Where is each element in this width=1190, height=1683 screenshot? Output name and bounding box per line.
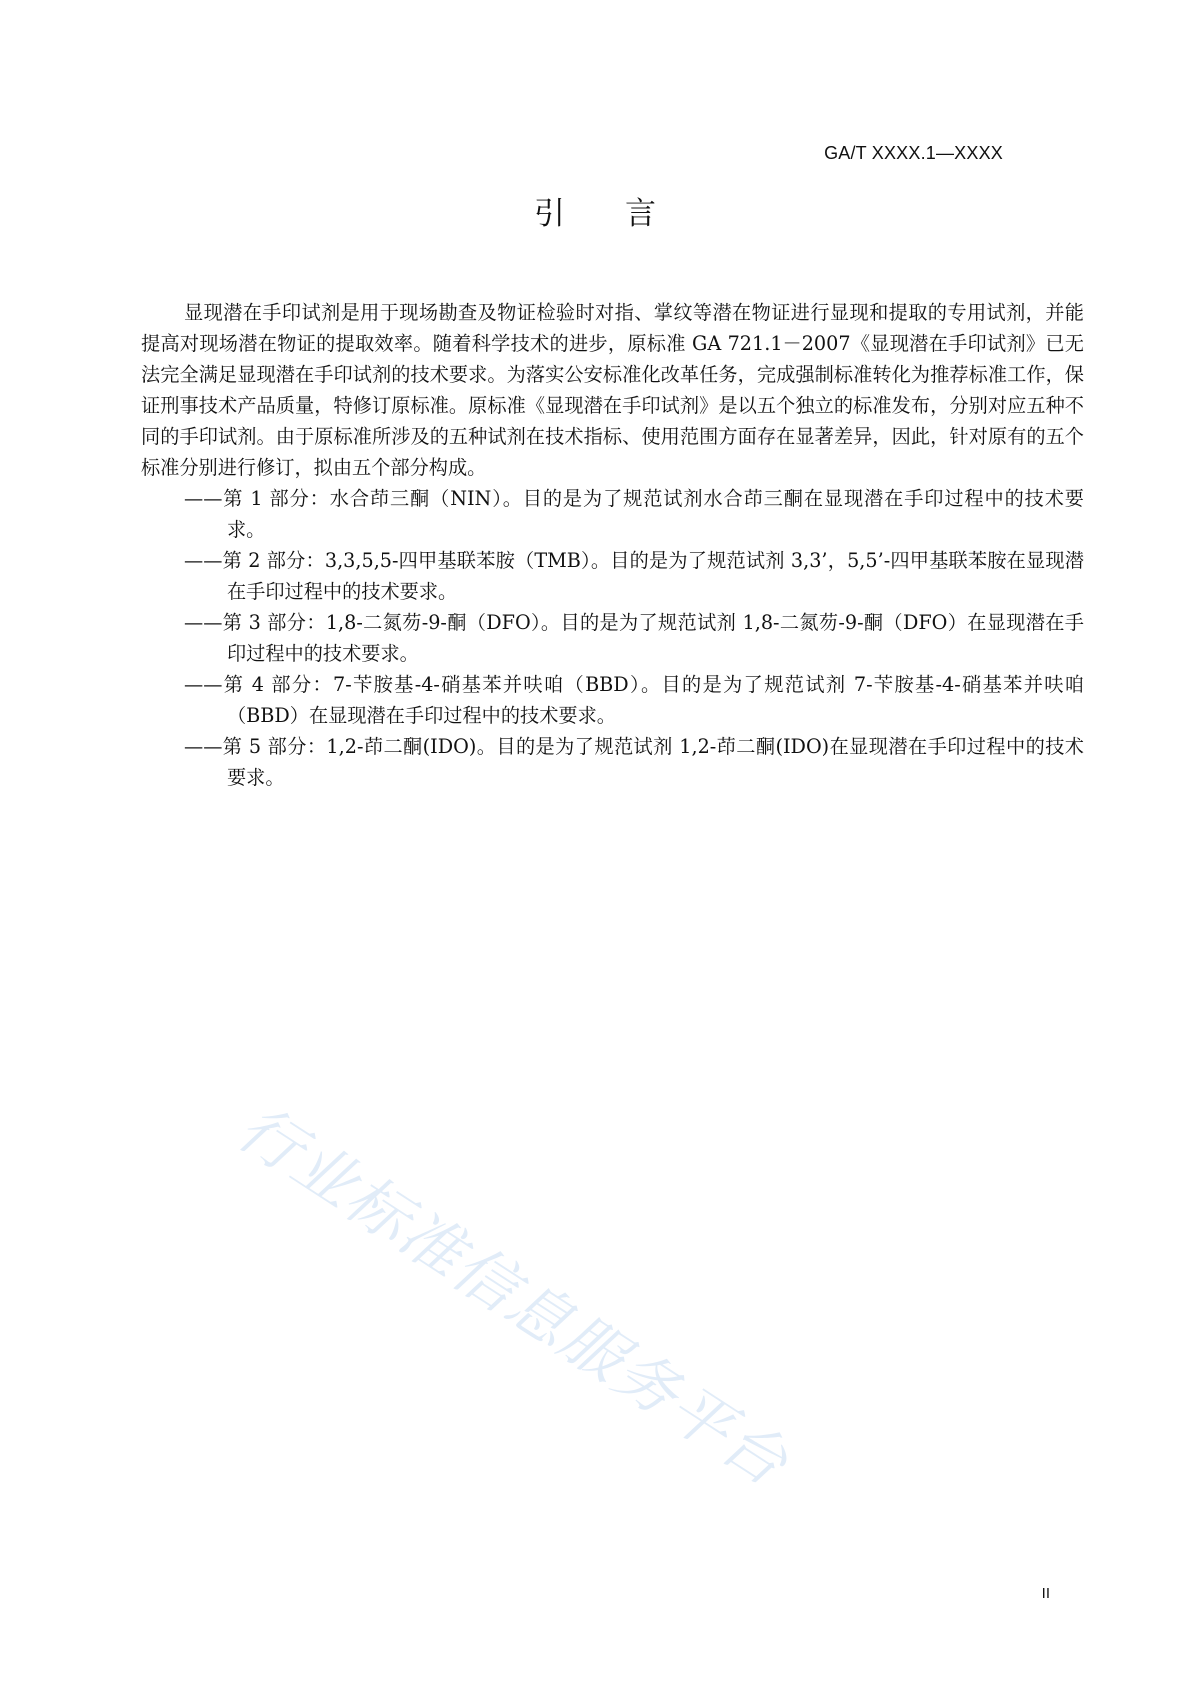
part-item-3: ——第 3 部分：1,8-二氮芴-9-酮（DFO）。目的是为了规范试剂 1,8-二氮芴-9-酮（DFO）在显现潜在手印过程中的技术要求。: [184, 611, 1084, 665]
standard-number-header: GA/T XXXX.1—XXXX: [824, 143, 1003, 163]
page-title: 引言: [534, 196, 716, 232]
introduction-body: [141, 297, 1084, 793]
page-number: II: [1041, 1585, 1050, 1602]
part-item-5: ——第 5 部分：1,2-茚二酮(IDO)。目的是为了规范试剂 1,2-茚二酮(IDO)在显现潜在手印过程中的技术要求。: [184, 735, 1084, 789]
watermark: 行业标准信息服务平台: [225, 1090, 802, 1501]
part-item-4: ——第 4 部分：7-苄胺基-4-硝基苯并呋咱（BBD）。目的是为了规范试剂 7-苄胺基-4-硝基苯并呋咱（BBD）在显现潜在手印过程中的技术要求。: [184, 673, 1084, 727]
part-item-1: ——第 1 部分：水合茚三酮（NIN）。目的是为了规范试剂水合茚三酮在显现潜在手印过程中的技术要求。: [184, 487, 1084, 541]
intro-paragraph: 显现潜在手印试剂是用于现场勘查及物证检验时对指、掌纹等潜在物证进行显现和提取的专用试剂，并能提高对现场潜在物证的提取效率。随着科学技术的进步，原标准 GA 721.1－2007《显现潜在手印试剂》已无法完全满足显现潜在手印试剂的技术要求。为落实公安标准化改革任务，完成强制标准转化为推荐标准工作，保证刑事技术产品质量，特修订原标准。原标准《显现潜在手印试剂》是以五个独立的标准发布，分别对应五种不同的手印试剂。由于原标准所涉及的五种试剂在技术指标、使用范围方面存在显著差异，因此，针对原有的五个标准分别进行修订，拟由五个部分构成。: [141, 301, 1084, 479]
part-item-2: ——第 2 部分：3,3,5,5-四甲基联苯胺（TMB）。目的是为了规范试剂 3,3’，5,5’-四甲基联苯胺在显现潜在手印过程中的技术要求。: [184, 549, 1084, 603]
